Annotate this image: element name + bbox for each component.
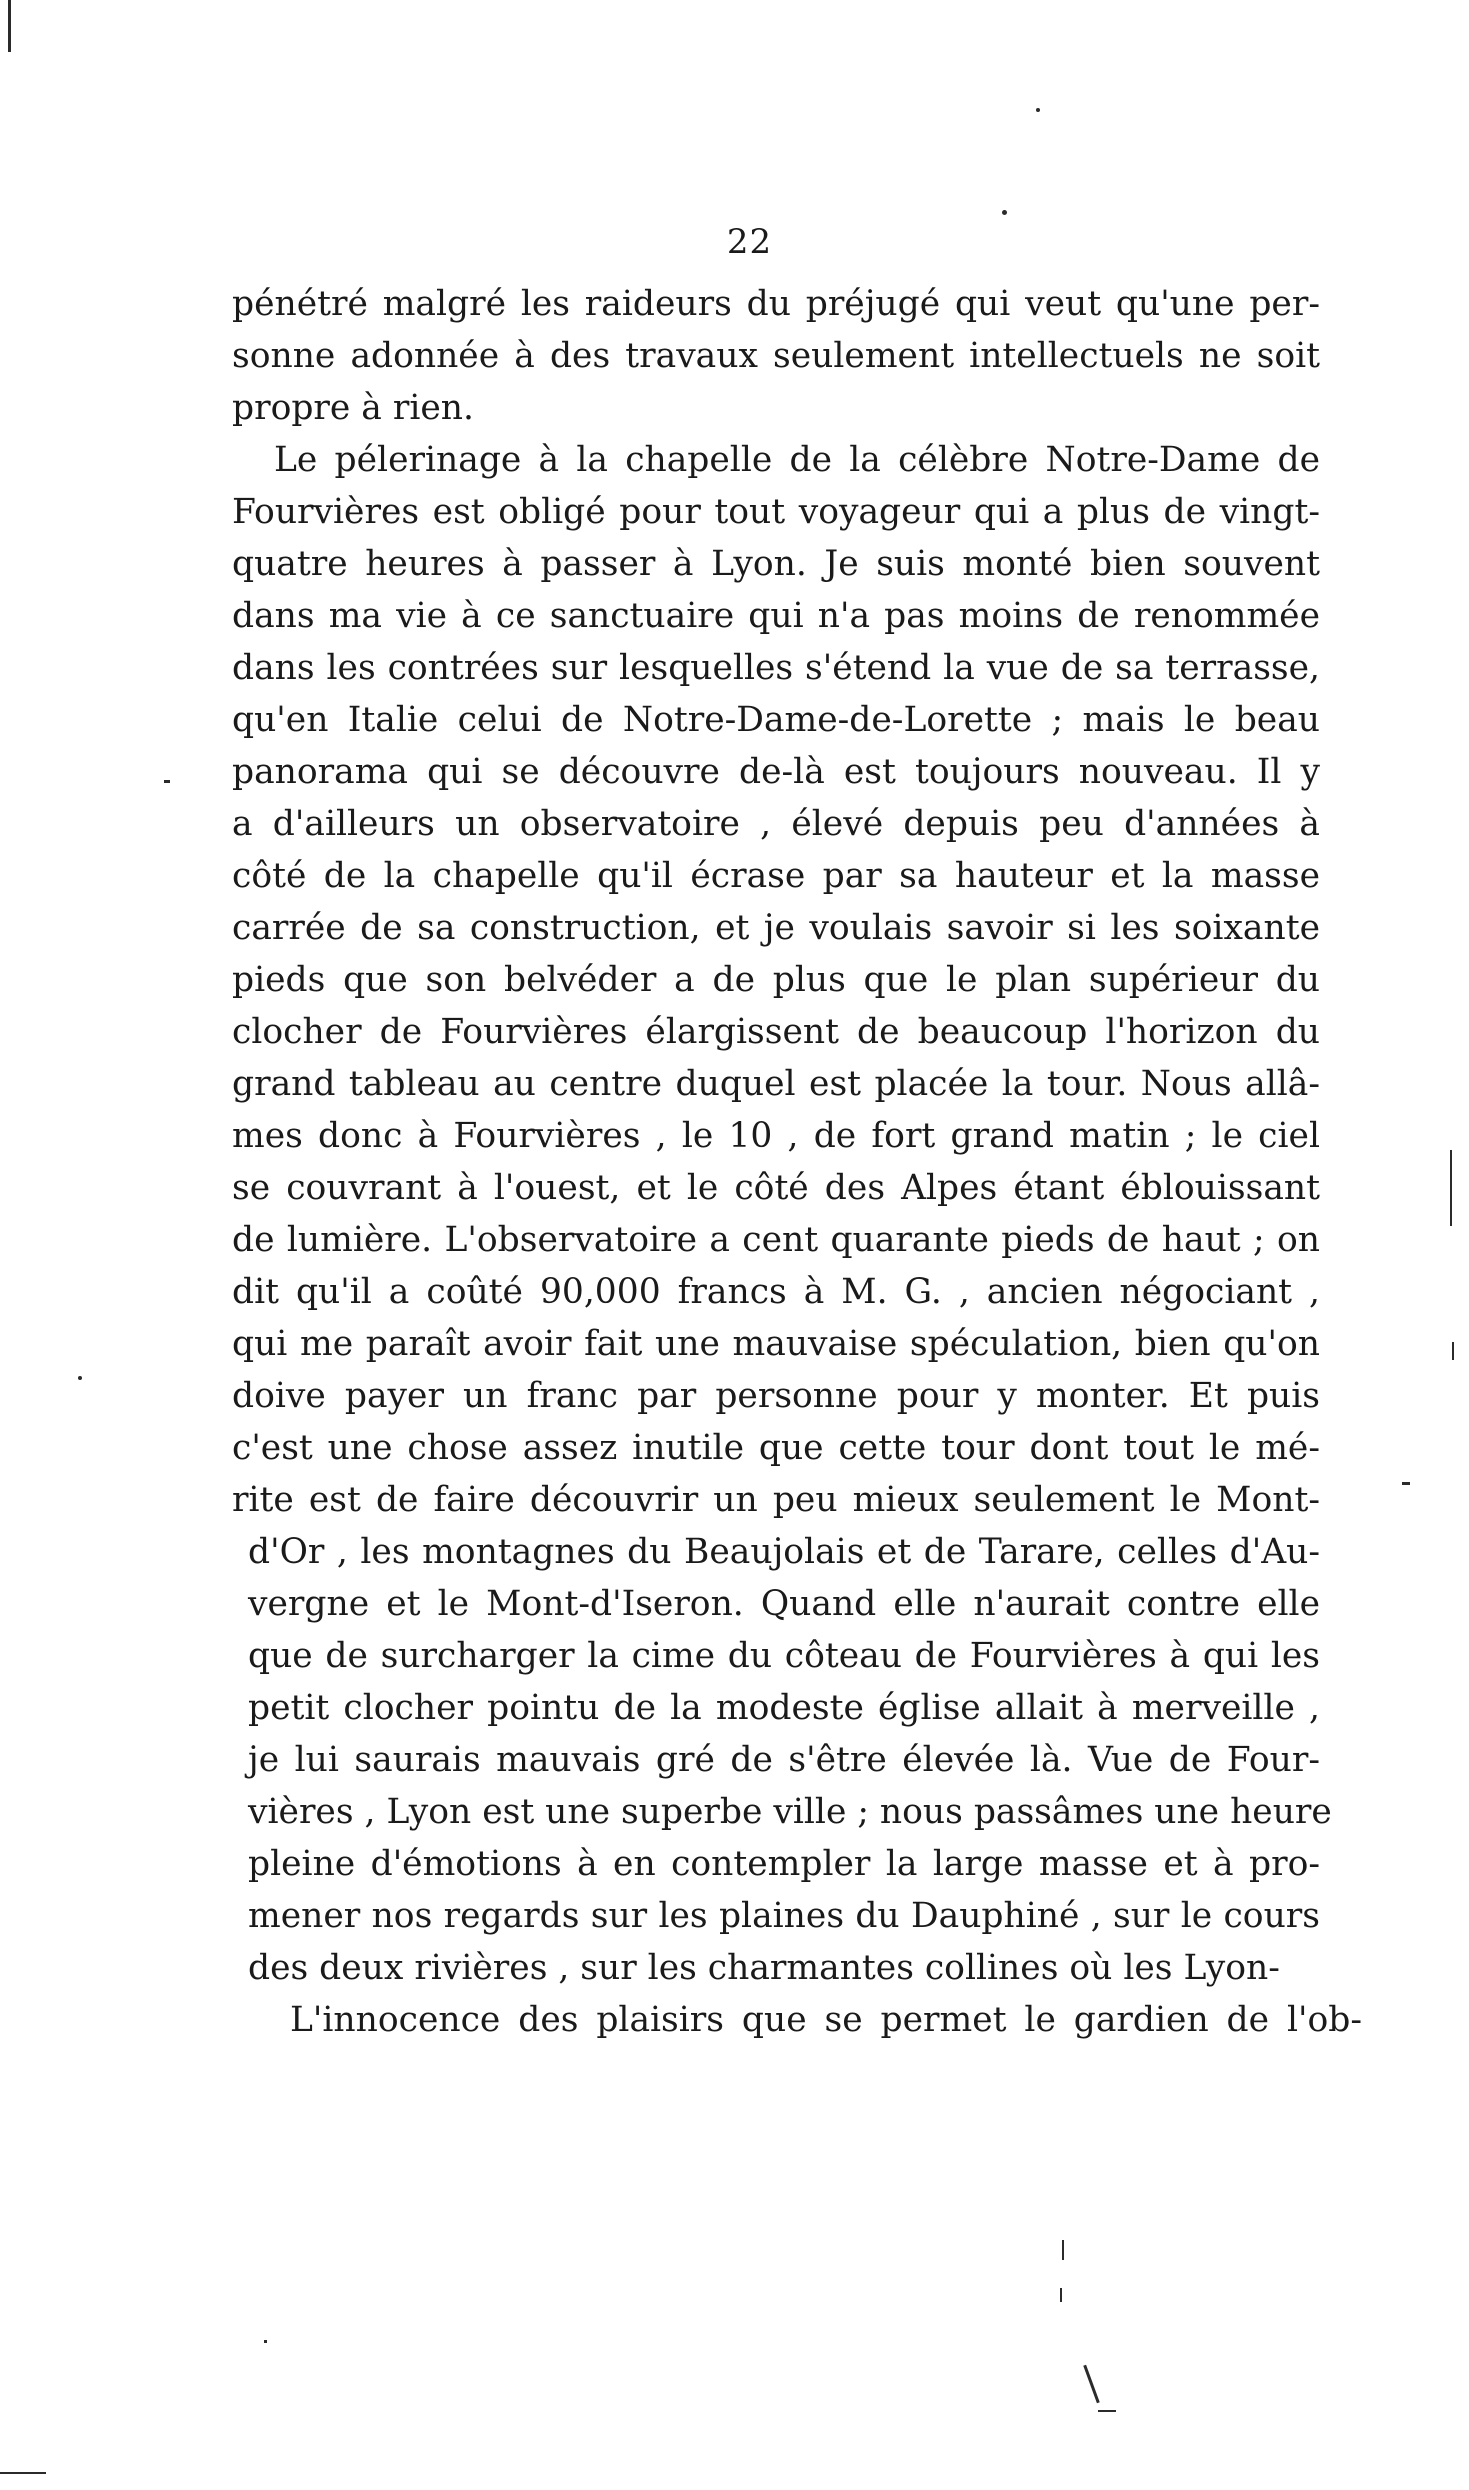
page-number: 22 <box>726 222 773 262</box>
scan-speck <box>1098 2410 1116 2412</box>
text-line: qui me paraît avoir fait une mauvaise spéculation, bien qu'on <box>232 1324 1320 1364</box>
text-line: grand tableau au centre duquel est placée la tour. Nous allâ- <box>232 1064 1320 1104</box>
scan-speck <box>78 1376 82 1380</box>
scan-speck <box>164 780 170 783</box>
scan-speck <box>1002 210 1007 215</box>
scan-edge-mark <box>0 2472 46 2474</box>
text-line: doive payer un franc par personne pour y monter. Et puis <box>232 1376 1320 1416</box>
text-line: dit qu'il a coûté 90,000 francs à M. G. , ancien négociant , <box>232 1272 1320 1312</box>
body-text <box>232 278 1362 2046</box>
scan-edge-mark <box>1450 1150 1452 1226</box>
text-line: panorama qui se découvre de-là est toujours nouveau. Il y <box>232 752 1320 792</box>
text-line: que de surcharger la cime du côteau de Fourvières à qui les <box>248 1636 1320 1676</box>
text-line: dans ma vie à ce sanctuaire qui n'a pas moins de renommée <box>232 596 1320 636</box>
text-line: vières , Lyon est une superbe ville ; nous passâmes une heure <box>248 1792 1332 1832</box>
text-line: sonne adonnée à des travaux seulement intellectuels ne soit <box>232 336 1320 376</box>
text-line: mener nos regards sur les plaines du Dauphiné , sur le cours <box>248 1896 1320 1936</box>
text-line: vergne et le Mont-d'Iseron. Quand elle n'aurait contre elle <box>248 1584 1320 1624</box>
paragraph-3 <box>232 1994 1362 2046</box>
text-line: c'est une chose assez inutile que cette tour dont tout le mé- <box>232 1428 1320 1468</box>
scan-edge-mark <box>8 0 11 52</box>
text-line: de lumière. L'observatoire a cent quarante pieds de haut ; on <box>232 1220 1320 1260</box>
text-line: dans les contrées sur lesquelles s'étend la vue de sa terrasse, <box>232 648 1320 688</box>
text-line: Fourvières est obligé pour tout voyageur qui a plus de vingt- <box>232 492 1320 532</box>
scan-edge-mark <box>1452 1342 1454 1360</box>
scan-speck <box>264 2340 267 2343</box>
scan-speck <box>1083 2365 1100 2404</box>
text-line: pleine d'émotions à en contempler la large masse et à pro- <box>248 1844 1320 1884</box>
text-line: des deux rivières , sur les charmantes collines où les Lyon- <box>248 1948 1280 1988</box>
text-line: pénétré malgré les raideurs du préjugé qui veut qu'une per- <box>232 284 1320 324</box>
text-line: clocher de Fourvières élargissent de beaucoup l'horizon du <box>232 1012 1320 1052</box>
paragraph-1 <box>232 278 1320 434</box>
text-line: qu'en Italie celui de Notre-Dame-de-Lorette ; mais le beau <box>232 700 1320 740</box>
text-line: mes donc à Fourvières , le 10 , de fort grand matin ; le ciel <box>232 1116 1320 1156</box>
text-line: se couvrant à l'ouest, et le côté des Alpes étant éblouissant <box>232 1168 1320 1208</box>
text-line: propre à rien. <box>232 388 474 428</box>
text-line: Le pélerinage à la chapelle de la célèbre Notre-Dame de <box>274 440 1320 480</box>
text-line: côté de la chapelle qu'il écrase par sa hauteur et la masse <box>232 856 1320 896</box>
text-line: a d'ailleurs un observatoire , élevé depuis peu d'années à <box>232 804 1320 844</box>
scan-speck <box>1036 108 1040 112</box>
text-line: L'innocence des plaisirs que se permet le gardien de l'ob- <box>290 2000 1362 2040</box>
scan-speck <box>1062 2240 1064 2260</box>
text-line: d'Or , les montagnes du Beaujolais et de Tarare, celles d'Au- <box>248 1532 1320 1572</box>
scan-speck <box>1060 2288 1062 2302</box>
text-line: pieds que son belvéder a de plus que le plan supérieur du <box>232 960 1320 1000</box>
text-line: carrée de sa construction, et je voulais savoir si les soixante <box>232 908 1320 948</box>
text-line: quatre heures à passer à Lyon. Je suis monté bien souvent <box>232 544 1320 584</box>
paragraph-2 <box>232 434 1332 1994</box>
text-line: je lui saurais mauvais gré de s'être élevée là. Vue de Four- <box>248 1740 1320 1780</box>
scan-speck <box>1402 1482 1410 1485</box>
text-line: petit clocher pointu de la modeste église allait à merveille , <box>248 1688 1320 1728</box>
text-line: rite est de faire découvrir un peu mieux seulement le Mont- <box>232 1480 1320 1520</box>
